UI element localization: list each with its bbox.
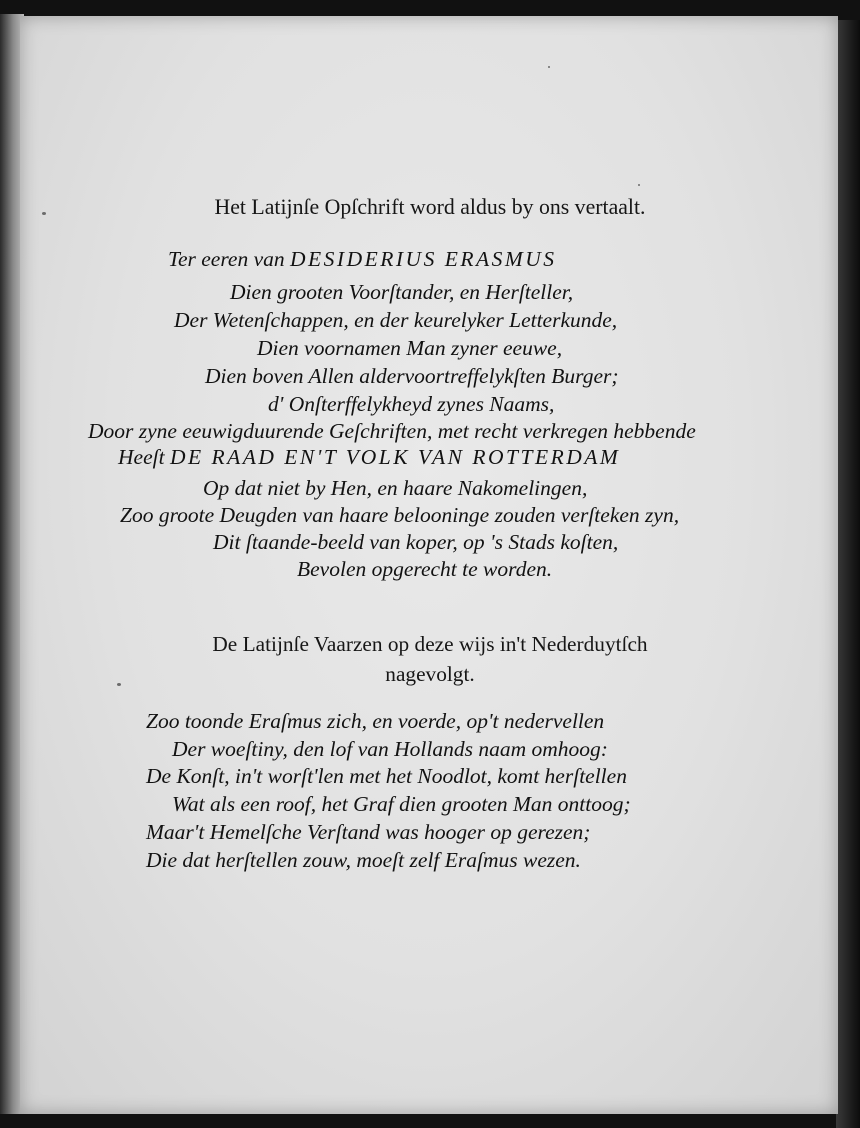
inscription-line: Door zyne eeuwigduurende Geſchriften, met recht verkregen hebbende xyxy=(88,419,696,443)
inscription-line: Der Wetenſchappen, en der keurelyker Letterkunde, xyxy=(174,308,618,332)
ink-speck xyxy=(548,66,550,68)
inscription-line: Dit ſtaande-beeld van koper, op 's Stads koſten, xyxy=(213,530,619,554)
inscription-line: Ter eeren van DESIDERIUS ERASMUS xyxy=(168,247,557,271)
inscription-line: Bevolen opgerecht te worden. xyxy=(297,557,553,581)
inscription-line: d' Onſterffelykheyd zynes Naams, xyxy=(268,392,555,416)
inscription-line: Op dat niet by Hen, en haare Nakomelingen, xyxy=(203,476,588,500)
inscription-line: Heeſt DE RAAD EN'T VOLK VAN ROTTERDAM xyxy=(118,445,621,469)
inscription-heading: Het Latijnſe Opſchrift word aldus by ons vertaalt. xyxy=(214,195,646,219)
inscription-line: Dien grooten Voorſtander, en Herſteller, xyxy=(230,280,574,304)
book-edge-shadow xyxy=(836,20,860,1128)
ink-speck xyxy=(638,184,640,186)
verses-heading-continued: nagevolgt. xyxy=(385,662,475,686)
verses-heading: De Latijnſe Vaarzen op deze wijs in't Nederduytſch xyxy=(212,632,648,656)
verse-line: De Konſt, in't worſt'len met het Noodlot, komt herſtellen xyxy=(146,764,627,788)
verse-line: Der woeſtiny, den lof van Hollands naam omhoog: xyxy=(172,737,608,761)
verse-line: Wat als een roof, het Graf dien grooten Man onttoog; xyxy=(172,792,631,816)
verse-line: Die dat herſtellen zouw, moeſt zelf Eraſmus wezen. xyxy=(146,848,581,872)
inscription-line: Dien voornamen Man zyner eeuwe, xyxy=(257,336,563,360)
inscription-line: Zoo groote Deugden van haare belooninge zouden verſteken zyn, xyxy=(120,503,680,527)
verse-line: Zoo toonde Eraſmus zich, en voerde, op't nedervellen xyxy=(146,709,605,733)
verse-line: Maar't Hemelſche Verſtand was hooger op gerezen; xyxy=(146,820,591,844)
inscription-line: Dien boven Allen aldervoortreffelykſten Burger; xyxy=(205,364,619,388)
